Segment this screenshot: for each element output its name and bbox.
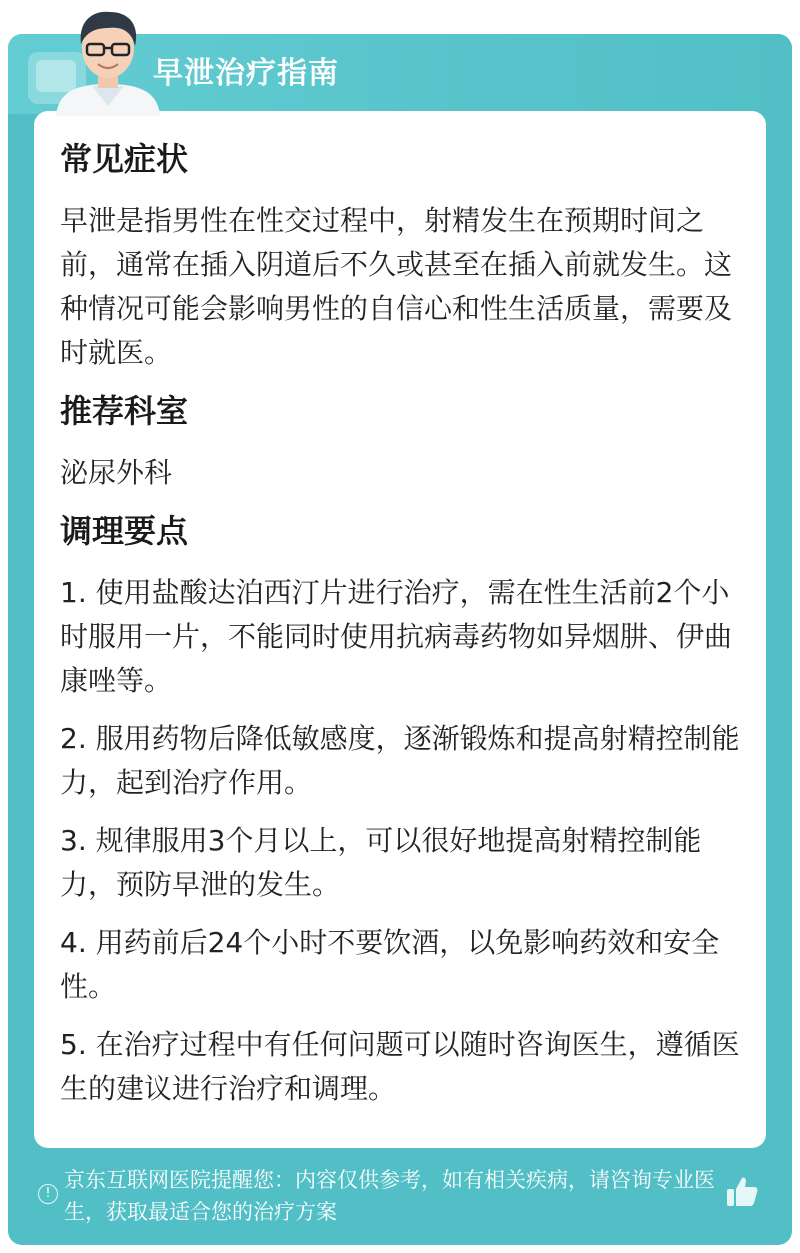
care-item: 1. 使用盐酸达泊西汀片进行治疗，需在性生活前2个小时服用一片，不能同时使用抗病毒药物如异烟肼、伊曲康唑等。 [60,576,733,697]
care-item: 5. 在治疗过程中有任何问题可以随时咨询医生，遵循医生的建议进行治疗和调理。 [60,1028,740,1105]
care-list [60,571,740,1111]
care-item: 4. 用药前后24个小时不要饮酒，以免影响药效和安全性。 [60,926,720,1003]
page-title: 早泄治疗指南 [153,56,339,91]
doctor-avatar [48,0,168,116]
department-heading: 推荐科室 [60,392,189,430]
content-card [34,111,766,1148]
care-heading: 调理要点 [60,512,189,550]
care-item: 2. 服用药物后降低敏感度，逐渐锻炼和提高射精控制能力，起到治疗作用。 [60,722,740,799]
symptoms-heading: 常见症状 [60,140,189,178]
guide-panel [8,34,792,1245]
department-text: 泌尿外科 [60,456,173,489]
symptoms-text: 早泄是指男性在性交过程中，射精发生在预期时间之前，通常在插入阴道后不久或甚至在插入前就发生。这种情况可能会影响男性的自信心和性生活质量，需要及时就医。 [60,204,733,369]
footer [8,1160,792,1240]
care-item: 3. 规律服用3个月以上，可以很好地提高射精控制能力，预防早泄的发生。 [60,824,702,901]
info-icon: ! [38,1184,58,1204]
thumbs-up-icon[interactable] [724,1174,760,1210]
disclaimer-text: 京东互联网医院提醒您：内容仅供参考，如有相关疾病，请咨询专业医生，获取最适合您的治疗方案 [64,1168,715,1224]
